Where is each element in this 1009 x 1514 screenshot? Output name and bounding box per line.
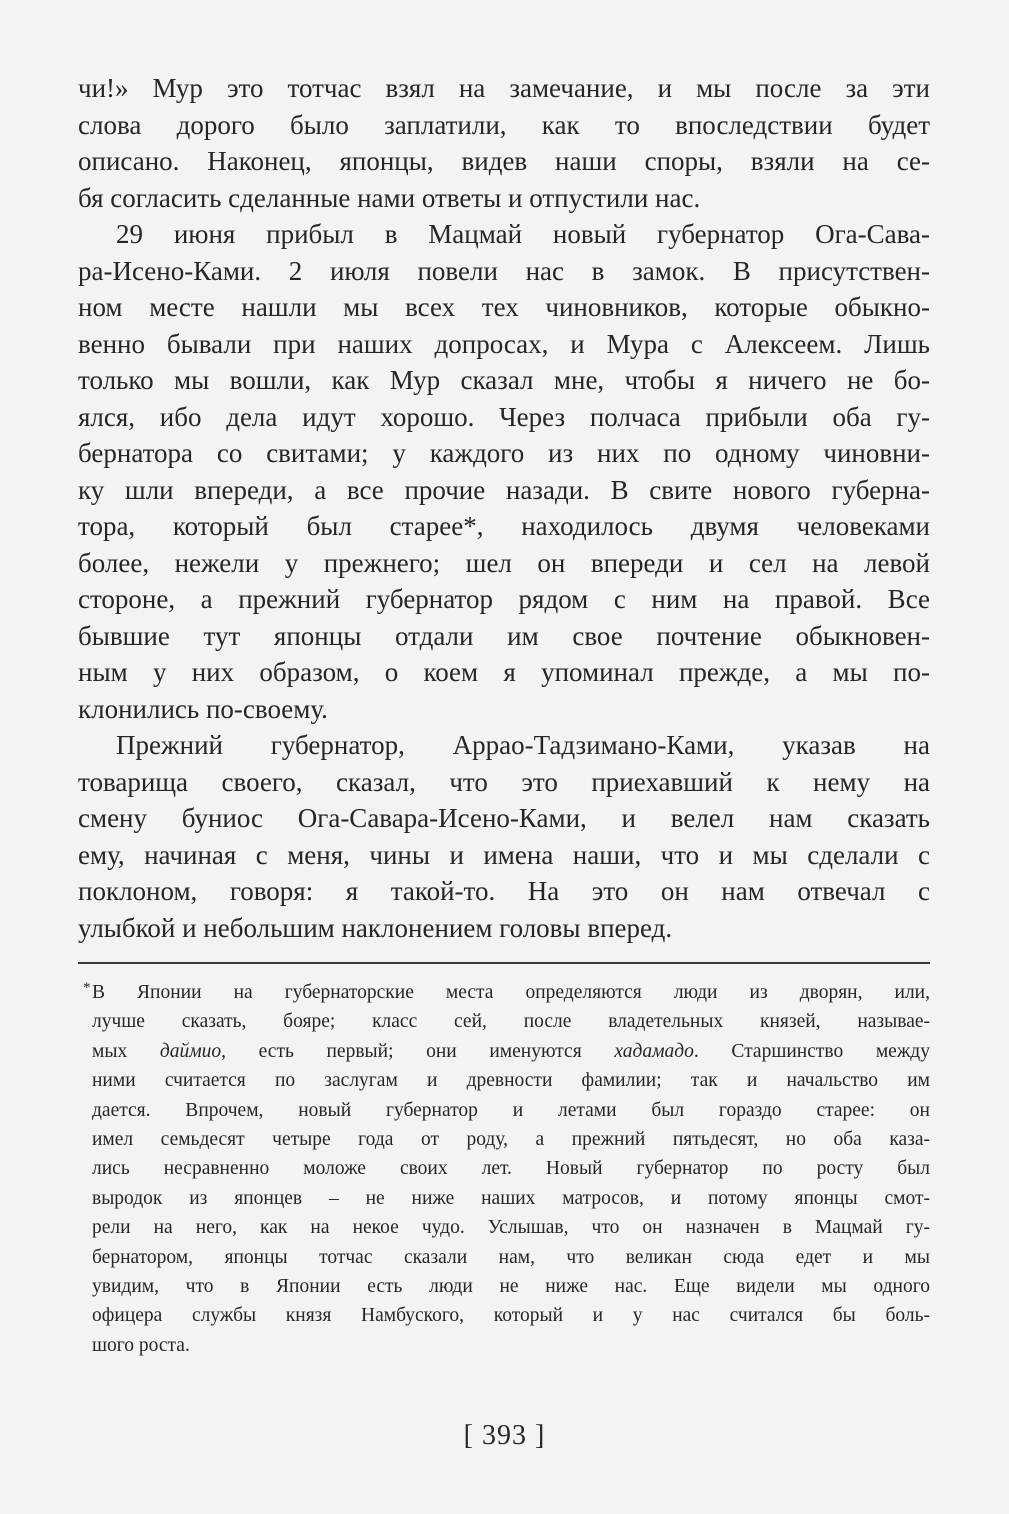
text-line: Прежний губернатор, Аррао-Тадзимано-Ками, указав на	[116, 730, 930, 760]
footnote-line: бернатором, японцы тотчас сказали нам, что великан сюда едет и мы	[92, 1246, 930, 1268]
italic-term: даймио	[159, 1040, 222, 1062]
text-line: описано. Наконец, японцы, видев наши споры, взяли на се-	[78, 146, 930, 176]
footnote-line: имел семьдесят четыре года от роду, а прежний пятьдесят, но оба каза-	[92, 1129, 930, 1151]
text-line: более, нежели у прежнего; шел он впереди и сел на левой	[78, 547, 930, 578]
text-line: ку шли впереди, а все прочие назади. В свите нового губерна-	[78, 474, 930, 505]
text: , есть первый; они именуются	[221, 1040, 615, 1062]
footnote-line: рели на него, как на некое чудо. Услышав, что он назначен в Мацмай гу-	[92, 1217, 930, 1239]
text-line: ялся, ибо дела идут хорошо. Через полчаса прибыли оба гу-	[78, 401, 930, 432]
text: мых	[92, 1040, 160, 1062]
footnote	[83, 978, 930, 1360]
footnote-divider	[78, 962, 930, 964]
footnote-line: офицера службы князя Намбуского, который и у нас считался бы боль-	[92, 1305, 930, 1327]
text-line: товарища своего, сказал, что это приехавший к нему на	[78, 766, 930, 797]
text-line: ным у них образом, о коем я упоминал прежде, а мы по-	[78, 657, 930, 687]
footnote-line: ними считается по заслугам и древности фамилии; так и начальство им	[92, 1070, 930, 1092]
text-line: поклоном, говоря: я такой-то. На это он нам отвечал с	[78, 876, 930, 906]
footnote-line: дается. Впрочем, новый губернатор и летами был гораздо старее: он	[92, 1099, 930, 1121]
footnote-line: выродок из японцев – не ниже наших матросов, и потому японцы смот-	[92, 1187, 930, 1209]
text-line: стороне, а прежний губернатор рядом с ним на правой. Все	[78, 584, 930, 614]
text-line: улыбкой и небольшим наклонением головы вперед.	[78, 912, 673, 943]
footnote-line: увидим, что в Японии есть люди не ниже нас. Еще видели мы одного	[92, 1276, 930, 1298]
text: . Старшинство между	[693, 1040, 930, 1062]
text-line: ном месте нашли мы всех тех чиновников, которые обыкно-	[78, 292, 930, 322]
italic-term: хадамадо	[614, 1040, 694, 1062]
main-text	[78, 70, 930, 946]
text-line: 29 июня прибыл в Мацмай новый губернатор Ога-Сава-	[116, 219, 930, 249]
footnote-line: лись несравненно моложе своих лет. Новый губернатор по росту был	[92, 1158, 930, 1180]
text-line: слова дорого было заплатили, как то впоследствии будет	[78, 109, 930, 140]
text-line: ра-Исено-Ками. 2 июля повели нас в замок. В присутствен-	[78, 255, 930, 286]
footnote-line	[92, 1037, 930, 1066]
text-line: бывшие тут японцы отдали им свое почтение обыкновен-	[78, 620, 930, 651]
text-line: клонились по-своему.	[78, 693, 328, 724]
footnote-line: лучше сказать, бояре; класс сей, после владетельных князей, называе-	[92, 1011, 930, 1033]
footnote-marker: *	[83, 980, 91, 996]
text-line: бя согласить сделанные нами ответы и отпустили нас.	[78, 182, 701, 213]
page-number: [ 393 ]	[463, 1420, 546, 1451]
text-line: чи!» Мур это тотчас взял на замечание, и мы после за эти	[78, 73, 930, 103]
footnote-line: В Японии на губернаторские места определяются люди из дворян, или,	[92, 982, 930, 1003]
footnote-line: шого роста.	[92, 1334, 190, 1356]
text-line: бернатора со свитами; у каждого из них по одному чиновни-	[78, 438, 930, 468]
text-line: смену буниос Ога-Савара-Исено-Ками, и велел нам сказать	[78, 803, 930, 833]
text-line: только мы вошли, как Мур сказал мне, чтобы я ничего не бо-	[78, 365, 930, 395]
text-line: ему, начиная с меня, чины и имена наши, что и мы сделали с	[78, 839, 930, 870]
text-line-footnote-ref: тора, который был старее*, находилось двумя человеками	[78, 511, 930, 541]
text-line: венно бывали при наших допросах, и Мура с Алексеем. Лишь	[78, 328, 930, 359]
